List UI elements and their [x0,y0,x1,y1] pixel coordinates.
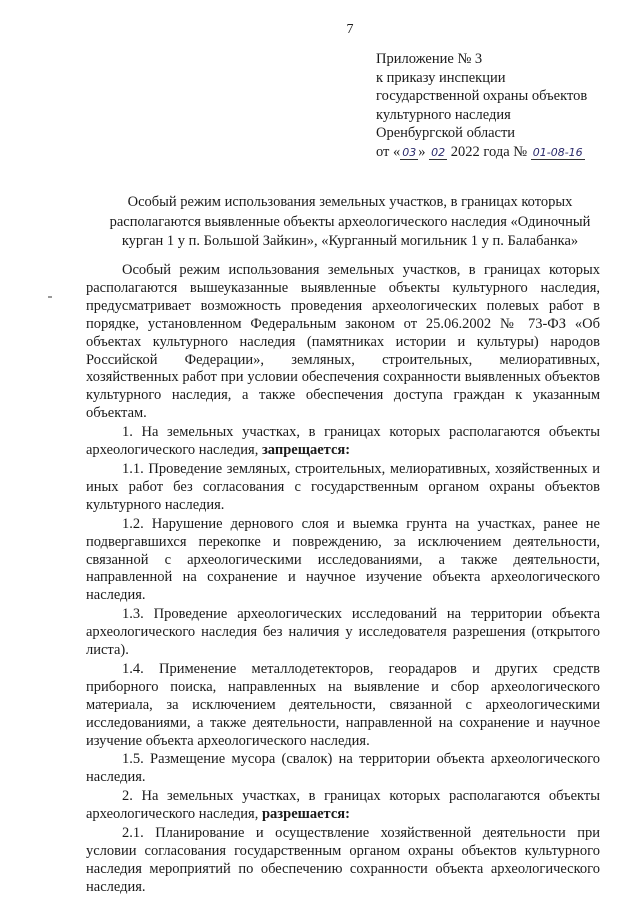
appendix-header [376,50,636,162]
page-number: 7 [346,22,354,37]
item-1-5: 1.5. Размещение мусора (свалок) на территории объекта археологического наследия. [86,751,600,786]
document-body [86,262,600,897]
section-2-heading [86,788,600,824]
section-1-heading [86,424,600,460]
handwritten-order-number: 01-08-16 [532,145,583,159]
date-mid: » [418,143,426,160]
appendix-date-line [376,143,636,162]
date-year: 2022 года № [450,143,528,160]
section-1-text: 1. На земельных участках, в границах которых располагаются объекты археологического наследия, [86,424,600,459]
section-1-colon: : [345,442,351,459]
document-title: Особый режим использования земельных участков, в границах которых располагаются выявленные объекты археологического наследия «Одиночный курган 1 у п. Большой Зайкин», «Курганный могильник 1 у п. Балабанка» [109,194,591,249]
section-1-bold: запрещается [261,442,346,459]
item-1-4: 1.4. Применение металлодетекторов, георадаров и других средств приборного поиска, направленных на выявление и сбор археологического материала, за исключением деятельности, связанной с археологическими исследованиями, а также деятельности, направленной на сохранение и научное изучение объекта археологического наследия. [86,660,600,749]
section-2-bold: разрешается [261,806,346,823]
item-2-1: 2.1. Планирование и осуществление хозяйственной деятельности при условии согласования государственным органом охраны объектов культурного наследия мероприятий по обеспечению сохранности объекта археологического наследия. [86,825,600,895]
section-2-colon: : [345,806,350,823]
appendix-line: Приложение № 3 [376,51,483,67]
item-1-2: 1.2. Нарушение дернового слоя и выемка грунта на участках, ранее не подвергавшихся перекопке и повреждению, за исключением деятельности, связанной с археологическими исследованиями, а также деятельности, направленной на сохранение и научное изучение объекта археологического наследия. [86,515,600,604]
margin-mark [48,296,52,298]
appendix-line: Оренбургской области [376,125,516,142]
date-prefix: от « [376,143,401,160]
handwritten-month: 02 [431,145,446,159]
appendix-line: культурного наследия [376,106,511,123]
section-2-text: 2. На земельных участках, в границах которых располагаются объекты археологического наследия, [86,788,600,823]
handwritten-day: 03 [402,145,417,159]
appendix-line: государственной охраны объектов [376,88,588,105]
appendix-line: к приказу инспекции [376,69,506,86]
item-1-1: 1.1. Проведение земляных, строительных, мелиоративных, хозяйственных и иных работ без согласования с государственным органом охраны объектов культурного наследия. [86,460,600,513]
intro-paragraph: Особый режим использования земельных участков, в границах которых располагаются вышеуказанные выявленные объекты культурного наследия, предусматривает возможность проведения археологических полевых работ в порядке, установленном Федеральным законом от 25.06.2002 № 73-ФЗ «Об объектах культурного наследия (памятниках истории и культуры) народов Российской Федерации», земляных, строительных, мелиоративных, хозяйственных работ при условии обеспечения сохранности выявленных объектов культурного наследия, а также обеспечения доступа граждан к указанным объектам. [86,262,600,422]
item-1-3: 1.3. Проведение археологических исследований на территории объекта археологического наследия без наличия у исследователя разрешения (открытого листа). [86,606,600,659]
